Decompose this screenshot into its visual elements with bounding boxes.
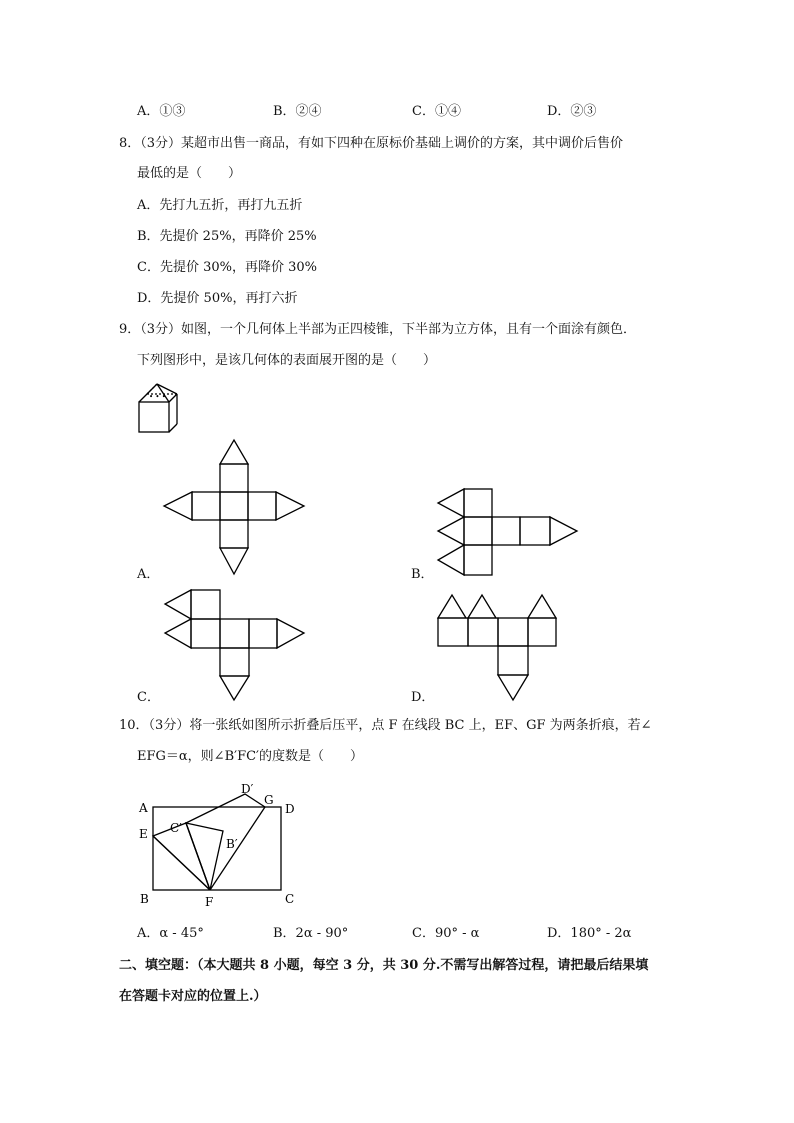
q10-stem-line2: EFG＝α，则∠B′FC′的度数是（ ） (137, 749, 363, 764)
q7-option-a: A．①③ (137, 104, 186, 119)
q8-option-c: C．先提价 30%，再降价 30% (137, 260, 318, 275)
q10-point-b: B (140, 892, 149, 906)
q10-point-c: C (285, 892, 295, 906)
q10-point-f: F (205, 895, 214, 909)
q9-net-d (435, 590, 565, 705)
svg-text:• • •: • • • (149, 393, 166, 401)
q10-fold-figure (135, 778, 310, 908)
q10-point-d: D (285, 802, 295, 816)
q8-option-b: B．先提价 25%，再降价 25% (137, 229, 317, 244)
q10-point-d-prime: D′ (241, 782, 254, 796)
q10-point-c-prime: C′ (170, 821, 182, 835)
q9-solid-figure (135, 380, 185, 436)
q10-option-d: D．180° - 2α (547, 926, 632, 941)
q9-option-c-label: C． (137, 690, 160, 705)
q9-option-b-label: B． (411, 567, 434, 582)
q10-option-b: B．2α - 90° (273, 926, 349, 941)
q8-stem-line1: 8．（3分）某超市出售一商品，有如下四种在原标价基础上调价的方案，其中调价后售价 (119, 136, 624, 151)
section2-heading-line1: 二、填空题：（本大题共 8 小题，每空 3 分，共 30 分.不需写出解答过程，请把最后结果填 (119, 958, 649, 973)
q10-point-g: G (264, 793, 274, 807)
q8-stem-line2: 最低的是（ ） (137, 166, 242, 181)
q10-point-e: E (139, 827, 148, 841)
q7-option-d: D．②③ (547, 104, 597, 119)
q9-net-c (160, 588, 310, 703)
q8-option-d: D．先提价 50%，再打六折 (137, 291, 298, 306)
q10-option-c: C．90° - α (412, 926, 480, 941)
q9-net-a (160, 440, 310, 580)
q7-option-c: C．①④ (412, 104, 461, 119)
q9-option-a-label: A． (137, 567, 160, 582)
section2-heading-line2: 在答题卡对应的位置上.） (119, 989, 267, 1004)
q10-stem-line1: 10．（3分）将一张纸如图所示折叠后压平，点 F 在线段 BC 上，EF、GF 为两条折痕，若∠ (119, 718, 652, 733)
q7-option-b: B．②④ (273, 104, 322, 119)
q10-point-b-prime: B′ (226, 837, 238, 851)
q8-option-a: A．先打九五折，再打九五折 (137, 198, 303, 213)
q9-stem-line1: 9．（3分）如图，一个几何体上半部为正四棱锥，下半部为立方体，且有一个面涂有颜色． (119, 322, 637, 337)
q10-point-a: A (139, 801, 148, 815)
q9-stem-line2: 下列图形中，是该几何体的表面展开图的是（ ） (137, 353, 437, 368)
q10-option-a: A．α - 45° (137, 926, 204, 941)
q9-option-d-label: D． (411, 690, 435, 705)
q9-net-b (435, 485, 585, 580)
